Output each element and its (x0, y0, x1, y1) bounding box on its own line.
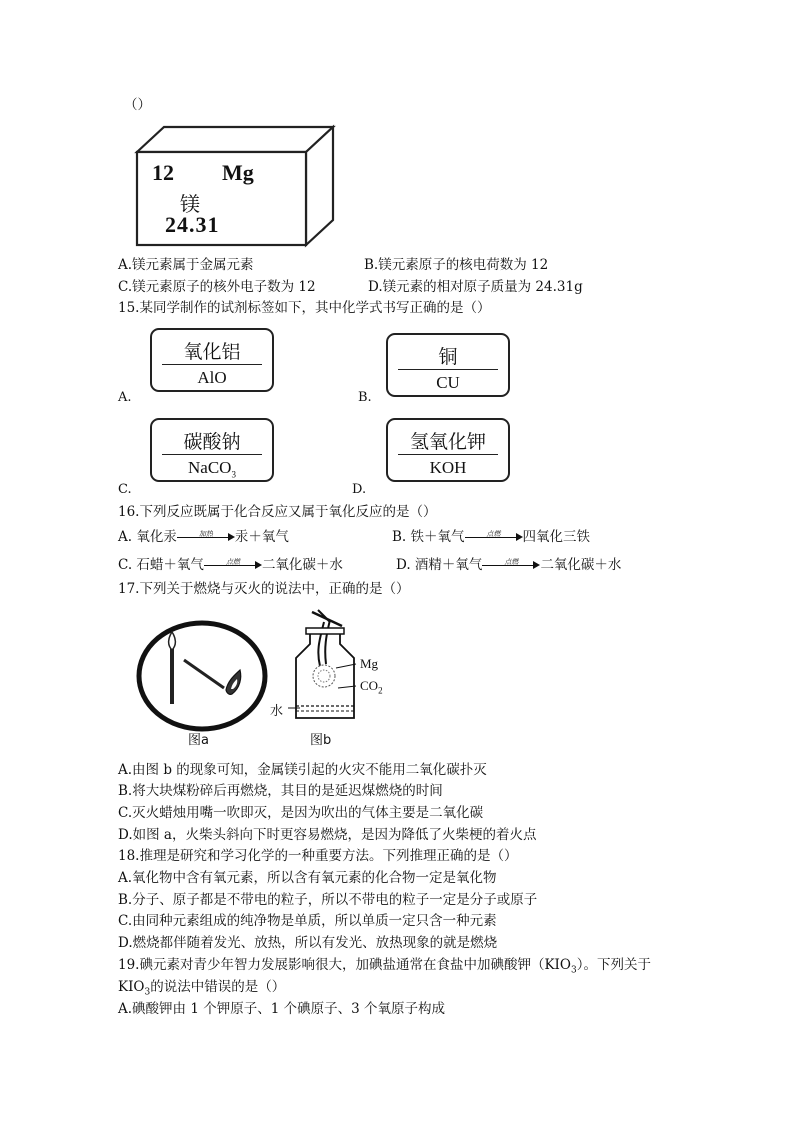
q19-formula-subscript: 3 (144, 987, 151, 998)
q17-option-b: B.将大块煤粉碎后再燃烧，其目的是延迟煤燃烧的时间 (118, 783, 443, 799)
products: 四氧化三铁 (522, 529, 591, 545)
label-divider (398, 369, 498, 370)
reagent-formula: CU (436, 373, 460, 392)
reactants: D. 酒精＋氧气 (396, 557, 483, 573)
figure-b-co2-label (360, 678, 383, 696)
q14-option-b: B.镁元素原子的核电荷数为 12 (364, 257, 549, 273)
q19-option-a: A.碘酸钾由 1 个钾原子、1 个碘原子、3 个氧原子构成 (118, 1001, 445, 1017)
co2-main: CO (360, 678, 379, 693)
q15-label-a: A. (118, 390, 132, 405)
q15-label-c: C. (118, 482, 132, 497)
q19-formula: KIO (118, 979, 145, 995)
q18-option-c: C.由同种元素组成的纯净物是单质，所以单质一定只含一种元素 (118, 913, 497, 929)
element-number: 12 (152, 160, 174, 185)
reagent-name: 铜 (438, 346, 458, 368)
reaction-condition: 加热 (198, 530, 213, 538)
q15-label-b: B. (358, 390, 372, 405)
q17-option-d: D.如图 a，火柴头斜向下时更容易燃烧，是因为降低了火柴梗的着火点 (118, 827, 537, 843)
figure-b-caption: 图b (310, 733, 332, 748)
reagent-label-sodium-carbonate (150, 418, 274, 482)
reactants: A. 氧化汞 (118, 529, 177, 545)
reaction-arrow-icon (465, 528, 523, 546)
reagent-label-potassium-hydroxide (386, 418, 510, 482)
reagent-name: 碳酸钠 (183, 431, 241, 453)
reaction-arrow-icon (204, 556, 262, 574)
q15-stem: 15.某同学制作的试剂标签如下，其中化学式书写正确的是（） (118, 300, 491, 316)
reaction-arrow-icon (177, 528, 235, 546)
q17-option-c: C.灭火蜡烛用嘴一吹即灭，是因为吹出的气体主要是二氧化碳 (118, 805, 484, 821)
products: 二氧化碳＋水 (540, 557, 622, 573)
magnesium-element-box (130, 124, 340, 250)
label-divider (162, 364, 262, 365)
q18-stem: 18.推理是研究和学习化学的一种重要方法。下列推理正确的是（） (118, 848, 518, 864)
formula-main: NaCO (188, 458, 232, 477)
q17-option-a: A.由图 b 的现象可知，金属镁引起的火灾不能用二氧化碳扑灭 (118, 762, 487, 778)
q19-stem-text: 19.碘元素对青少年智力发展影响很大，加碘盐通常在食盐中加碘酸钾（KIO (118, 957, 571, 973)
q19-stem-line2 (118, 978, 285, 1002)
q16-option-d (396, 556, 621, 574)
reagent-formula: AlO (197, 368, 227, 387)
q18-option-a: A.氧化物中含有氧元素，所以含有氧元素的化合物一定是氧化物 (118, 870, 497, 886)
reactants: B. 铁＋氧气 (392, 529, 465, 545)
reactants: C. 石蜡＋氧气 (118, 557, 204, 573)
q19-stem-line2-end: 的说法中错误的是（） (150, 979, 286, 995)
q19-stem-line1 (118, 956, 651, 980)
q18-option-b: B.分子、原子都是不带电的粒子，所以不带电的粒子一定是分子或原子 (118, 892, 538, 908)
reaction-condition: 点燃 (486, 530, 501, 538)
reagent-formula (152, 458, 272, 479)
element-symbol: Mg (222, 160, 254, 185)
q15-label-d: D. (352, 482, 367, 497)
q17-stem: 17.下列关于燃烧与灭火的说法中，正确的是（） (118, 581, 410, 597)
label-divider (398, 454, 498, 455)
reaction-condition: 点燃 (225, 558, 240, 566)
q14-option-d: D.镁元素的相对原子质量为 24.31g (368, 279, 583, 295)
q19-subscript: 3 (570, 965, 577, 976)
figure-b-mg-label: Mg (360, 656, 379, 671)
q16-option-b (392, 528, 590, 546)
q16-stem: 16.下列反应既属于化合反应又属于氧化反应的是（） (118, 504, 437, 520)
q19-stem-end: ）。下列关于 (576, 957, 651, 973)
q16-option-c (118, 556, 343, 574)
figure-b-water-label: 水 (270, 704, 284, 719)
reagent-name: 氧化铝 (183, 341, 241, 363)
products: 二氧化碳＋水 (261, 557, 343, 573)
figure-b-magnesium-jar (280, 608, 410, 736)
co2-subscript: 2 (378, 685, 383, 696)
reaction-arrow-icon (482, 556, 540, 574)
q18-option-d: D.燃烧都伴随着发光、放热，所以有发光、放热现象的就是燃烧 (118, 935, 498, 951)
formula-subscript: 3 (231, 469, 236, 480)
reagent-name: 氢氧化钾 (409, 431, 486, 453)
element-name: 镁 (180, 192, 200, 216)
figure-a-caption: 图a (188, 733, 209, 748)
products: 汞＋氧气 (234, 529, 289, 545)
element-mass: 24.31 (165, 212, 220, 237)
figure-a-matches (134, 618, 270, 734)
q16-option-a (118, 528, 289, 546)
reaction-condition: 点燃 (504, 558, 519, 566)
q14-option-c: C.镁元素原子的核外电子数为 12 (118, 279, 316, 295)
reagent-label-aluminum-oxide (150, 328, 274, 392)
q14-stem-tail: （） (124, 97, 151, 113)
label-divider (162, 454, 262, 455)
q14-option-a: A.镁元素属于金属元素 (118, 257, 254, 273)
reagent-label-copper (386, 333, 510, 397)
reagent-formula: KOH (429, 458, 467, 477)
